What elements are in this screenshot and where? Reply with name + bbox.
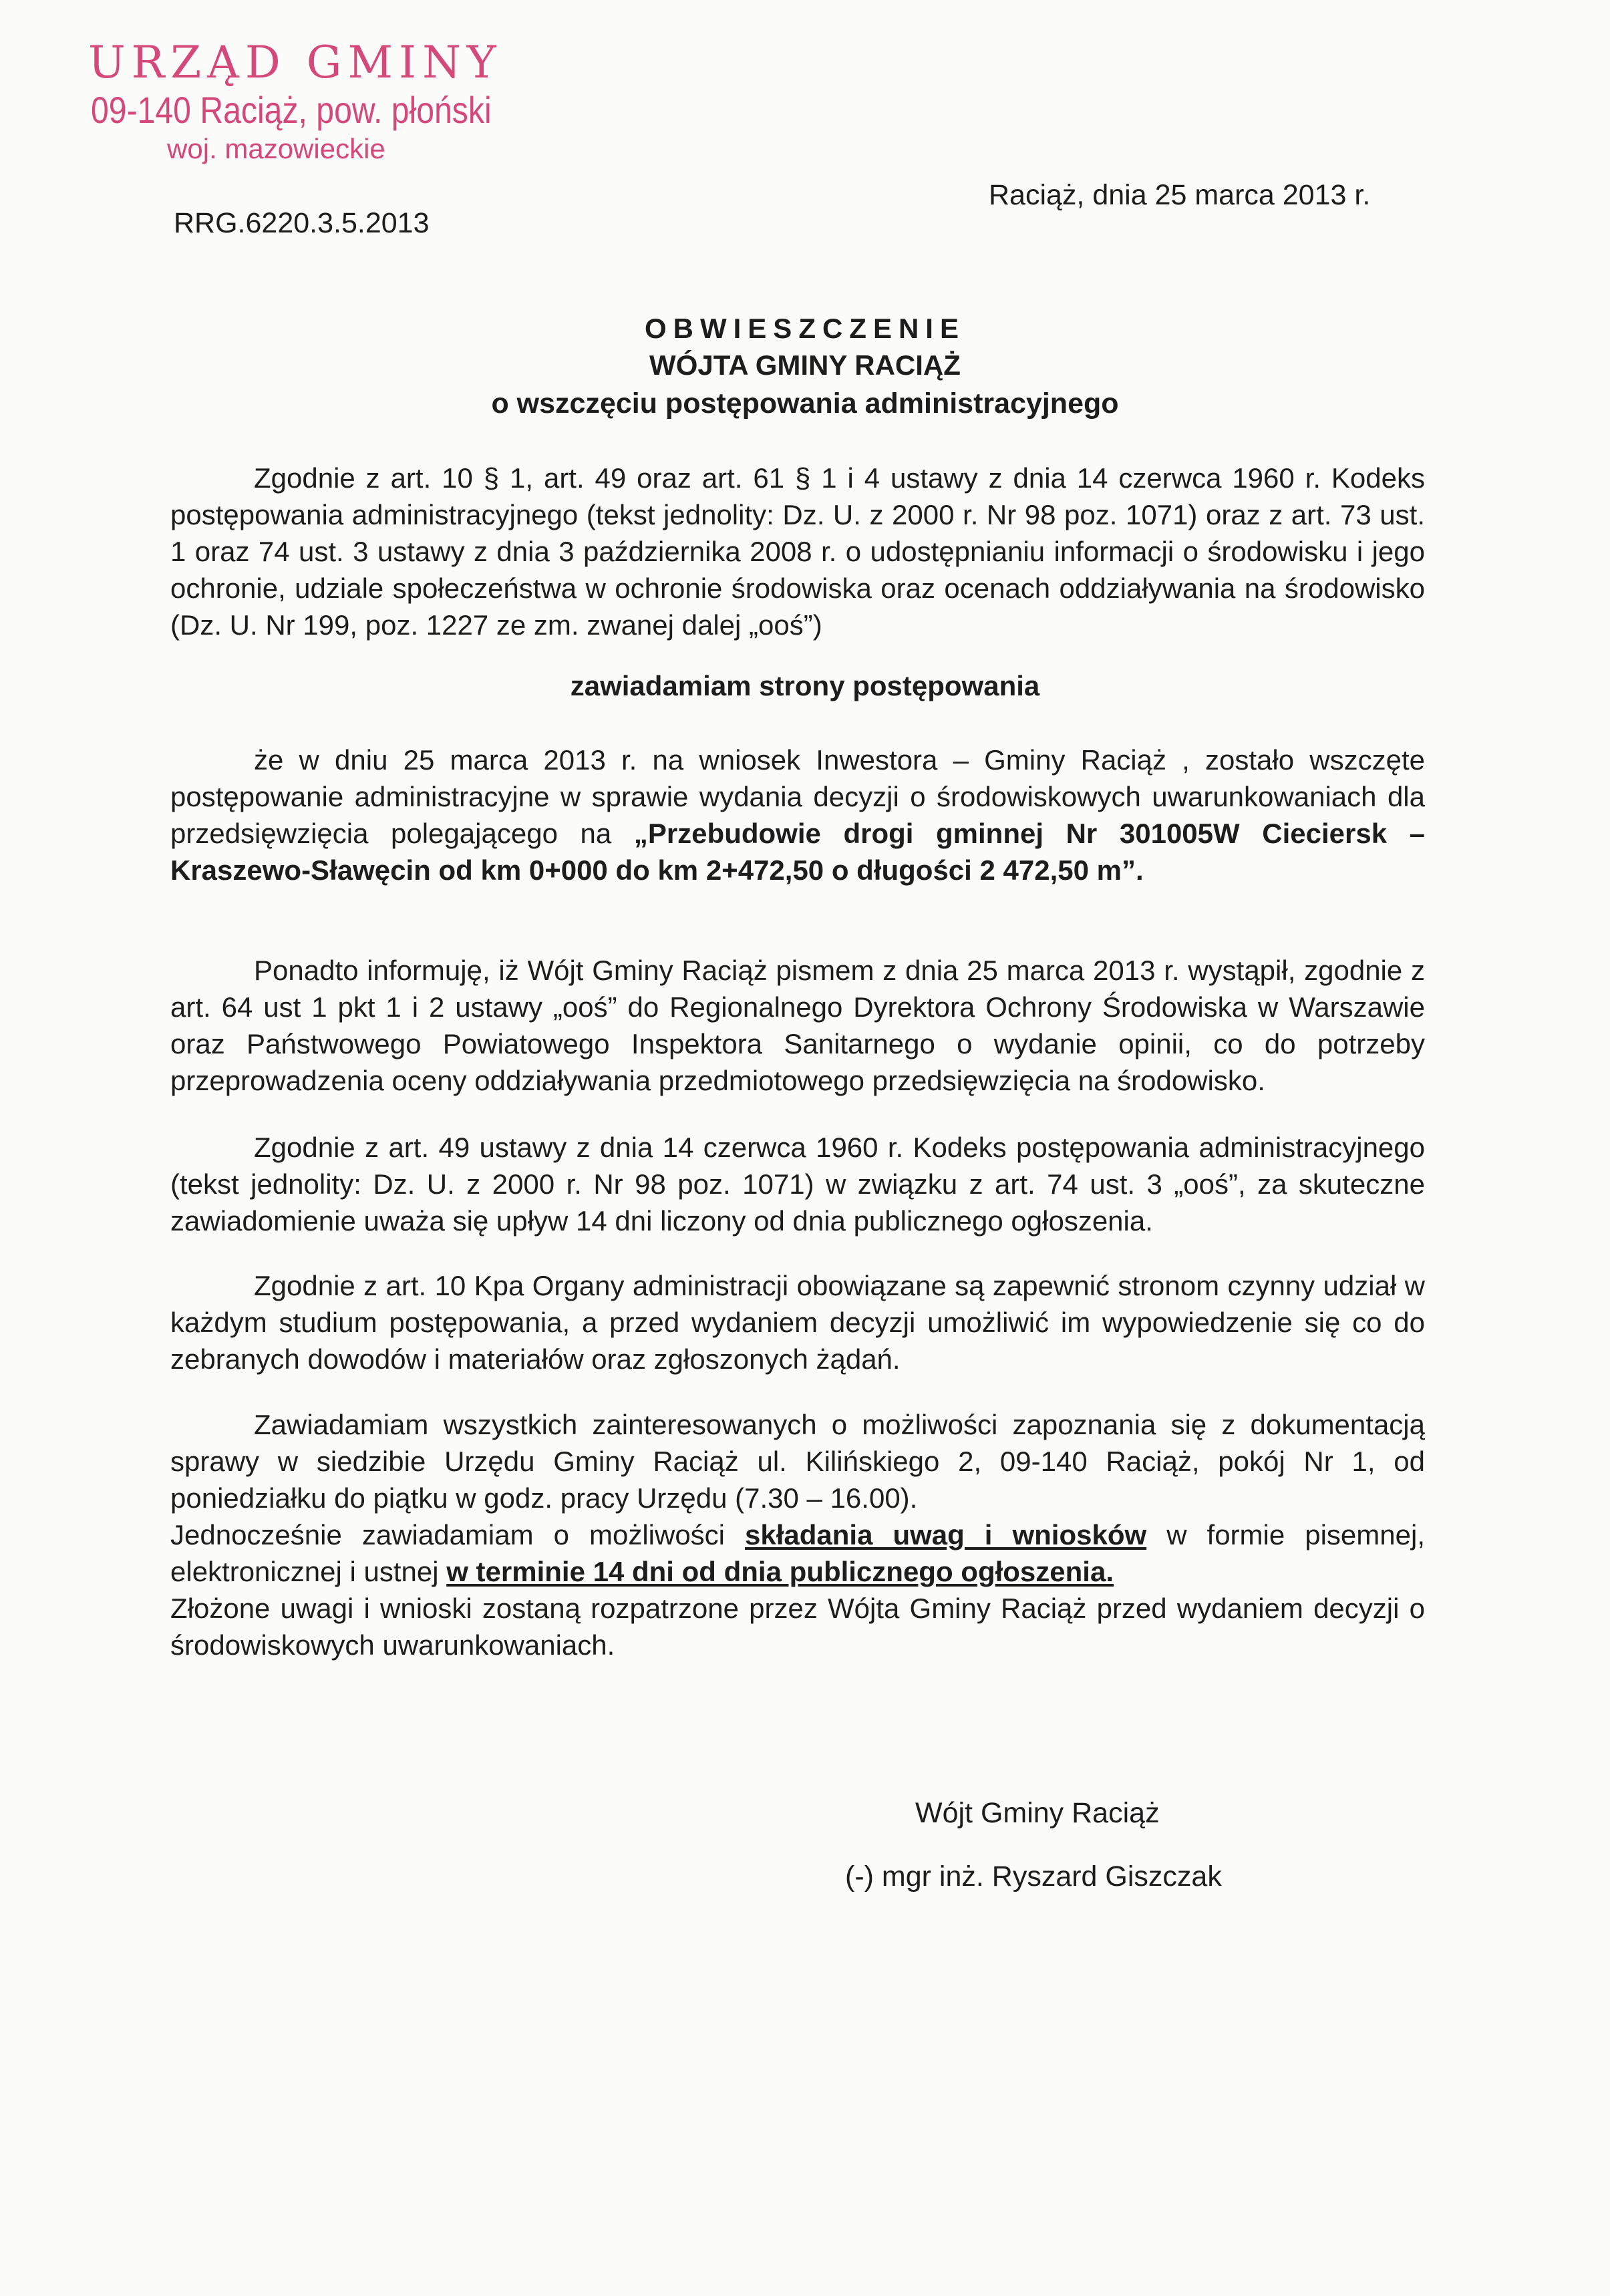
documentation-paragraph: Zawiadamiam wszystkich zainteresowanych o możliwości zapoznania się z dokumentacją sprawy w siedzibie Urzędu Gminy Raciąż ul. Kilińskiego 2, 09-140 Raciąż, pokój Nr 1, od poniedziałku do piątku w godz. pracy Urzędu (7.30 – 16.00). [170, 1409, 1425, 1514]
comments-text-1: Jednocześnie zawiadamiam o możliwości [170, 1519, 746, 1550]
document-title: OBWIESZCZENIE [644, 313, 965, 344]
participation-paragraph: Zgodnie z art. 10 Kpa Organy administracji obowiązane są zapewnić stronom czynny udział w każdym studium postępowania, a przed wydaniem decyzji umożliwić im wypowiedzenie się co do zebranych dowodów i materiałów oraz zgłoszonych żądań. [170, 1270, 1425, 1375]
comments-deadline: w terminie 14 dni od dnia publicznego ogłoszenia. [446, 1556, 1114, 1587]
document-subject: o wszczęciu postępowania administracyjnego [491, 387, 1119, 420]
signature-name: (-) mgr inż. Ryszard Giszczak [845, 1860, 1222, 1893]
document-issuer: WÓJTA GMINY RACIĄŻ [649, 349, 961, 381]
stamp-line-address: 09-140 Raciąż, pow. płoński [91, 89, 492, 131]
stamp-line-voivodeship: woj. mazowieckie [167, 133, 385, 164]
notify-heading: zawiadamiam strony postępowania [570, 670, 1040, 701]
signature-title: Wójt Gminy Raciąż [915, 1797, 1160, 1829]
comments-deadline-emphasis: składania uwag i wniosków [745, 1519, 1147, 1550]
comments-text-3: Złożone uwagi i wnioski zostaną rozpatrzone przez Wójta Gminy Raciąż przed wydaniem decyzji o środowiskowych uwarunkowaniach. [170, 1593, 1425, 1661]
stamp-line-office: URZĄD GMINY [88, 37, 502, 88]
office-stamp [88, 37, 556, 166]
document-date: Raciąż, dnia 25 marca 2013 r. [989, 179, 1371, 211]
comments-paragraph [170, 1516, 1425, 1663]
project-name: „Przebudowie drogi gminnej Nr 301005W Cieciersk – Kraszewo-Sławęcin od km 0+000 do km 2+472,50 o długości 2 472,50 m”. [170, 818, 1425, 886]
proceeding-text: że w dniu 25 marca 2013 r. na wniosek Inwestora – Gminy Raciąż , zostało wszczęte postępowanie administracyjne w sprawie wydania decyzji o środowiskowych uwarunkowaniach dla przedsięwzięcia polegającego na [170, 744, 1425, 849]
legal-basis-paragraph: Zgodnie z art. 10 § 1, art. 49 oraz art. 61 § 1 i 4 ustawy z dnia 14 czerwca 1960 r. Kodeks postępowania administracyjnego (tekst jednolity: Dz. U. z 2000 r. Nr 98 poz. 1071) oraz z art. 73 ust. 1 oraz 74 ust. 3 ustawy z dnia 3 października 2008 r. o udostępnianiu informacji o środowisku i jego ochronie, udziale społeczeństwa w ochronie środowiska oraz ocenach oddziaływania na środowisko (Dz. U. Nr 199, poz. 1227 ze zm. zwanej dalej „ooś”) [170, 462, 1425, 641]
comments-text-2: w formie pisemnej, elektronicznej i ustnej [170, 1519, 1425, 1587]
reference-number: RRG.6220.3.5.2013 [174, 207, 430, 239]
proceeding-paragraph [170, 742, 1425, 888]
opinion-paragraph: Ponadto informuję, iż Wójt Gminy Raciąż pismem z dnia 25 marca 2013 r. wystąpił, zgodnie z art. 64 ust 1 pkt 1 i 2 ustawy „ooś” do Regionalnego Dyrektora Ochrony Środowiska w Warszawie oraz Państwowego Powiatowego Inspektora Sanitarnego o wydanie opinii, co do potrzeby przeprowadzenia oceny oddziaływania przedmiotowego przedsięwzięcia na środowisko. [170, 955, 1425, 1096]
notification-paragraph: Zgodnie z art. 49 ustawy z dnia 14 czerwca 1960 r. Kodeks postępowania administracyjnego (tekst jednolity: Dz. U. z 2000 r. Nr 98 poz. 1071) w związku z art. 74 ust. 3 „ooś”, za skuteczne zawiadomienie uważa się upływ 14 dni liczony od dnia publicznego ogłoszenia. [170, 1132, 1425, 1237]
